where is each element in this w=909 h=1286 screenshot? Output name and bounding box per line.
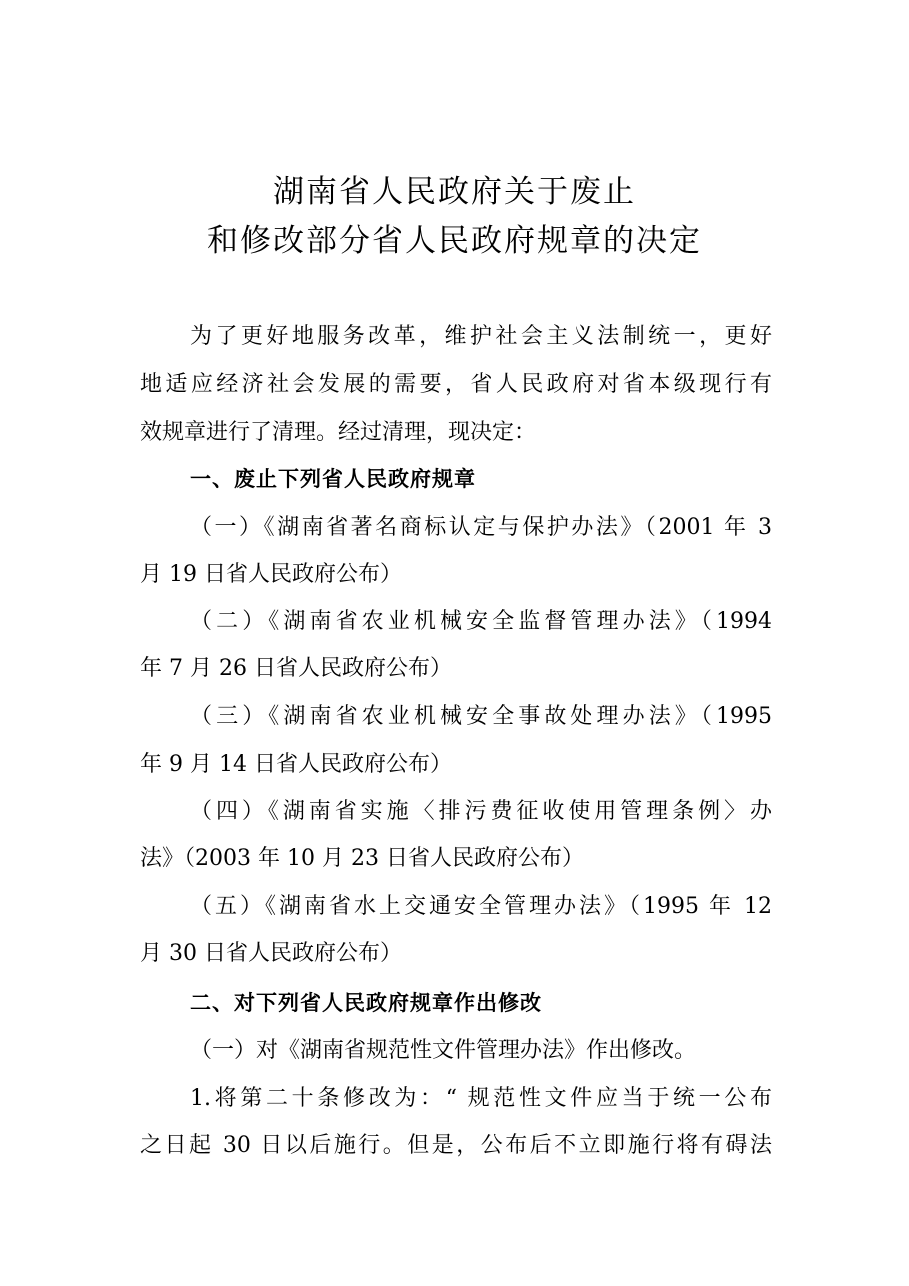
repeal-item-line: （二）《湖南省农业机械安全监督管理办法》（1994 (190, 609, 772, 634)
repeal-item-line: 月 30 日省人民政府公布） (140, 941, 402, 966)
repeal-item-line: （一）《湖南省著名商标认定与保护办法》（2001 年 3 (190, 515, 772, 540)
intro-paragraph-line: 为了更好地服务改革，维护社会主义法制统一，更好 (190, 324, 772, 349)
section-heading-repeal: 一、废止下列省人民政府规章 (190, 467, 476, 491)
repeal-item-line: 月 19 日省人民政府公布） (140, 562, 402, 587)
document-title-line-1: 湖南省人民政府关于废止 (273, 174, 636, 210)
intro-paragraph-line: 地适应经济社会发展的需要，省人民政府对省本级现行有 (140, 372, 772, 397)
intro-paragraph-line: 效规章进行了清理。经过清理，现决定： (140, 420, 537, 445)
amend-paragraph-line: 之日起 30 日以后施行。但是，公布后不立即施行将有碍法 (140, 1133, 772, 1158)
document-title-line-2: 和修改部分省人民政府规章的决定 (207, 223, 702, 259)
repeal-item-line: 年 7 月 26 日省人民政府公布） (140, 656, 452, 681)
section-heading-amend: 二、对下列省人民政府规章作出修改 (190, 991, 542, 1015)
repeal-item-line: 法》（2003 年 10 月 23 日省人民政府公布） (140, 846, 584, 871)
repeal-item-line: （四）《湖南省实施〈排污费征收使用管理条例〉办 (190, 799, 772, 824)
amend-item-line: （一）对《湖南省规范性文件管理办法》作出修改。 (190, 1038, 697, 1063)
amend-paragraph-line: 1.将第二十条修改为：“ 规范性文件应当于统一公布 (190, 1086, 772, 1111)
repeal-item-line: 年 9 月 14 日省人民政府公布） (140, 752, 452, 777)
repeal-item-line: （三）《湖南省农业机械安全事故处理办法》（1995 (190, 704, 772, 729)
repeal-item-line: （五）《湖南省水上交通安全管理办法》（1995 年 12 (190, 894, 772, 919)
